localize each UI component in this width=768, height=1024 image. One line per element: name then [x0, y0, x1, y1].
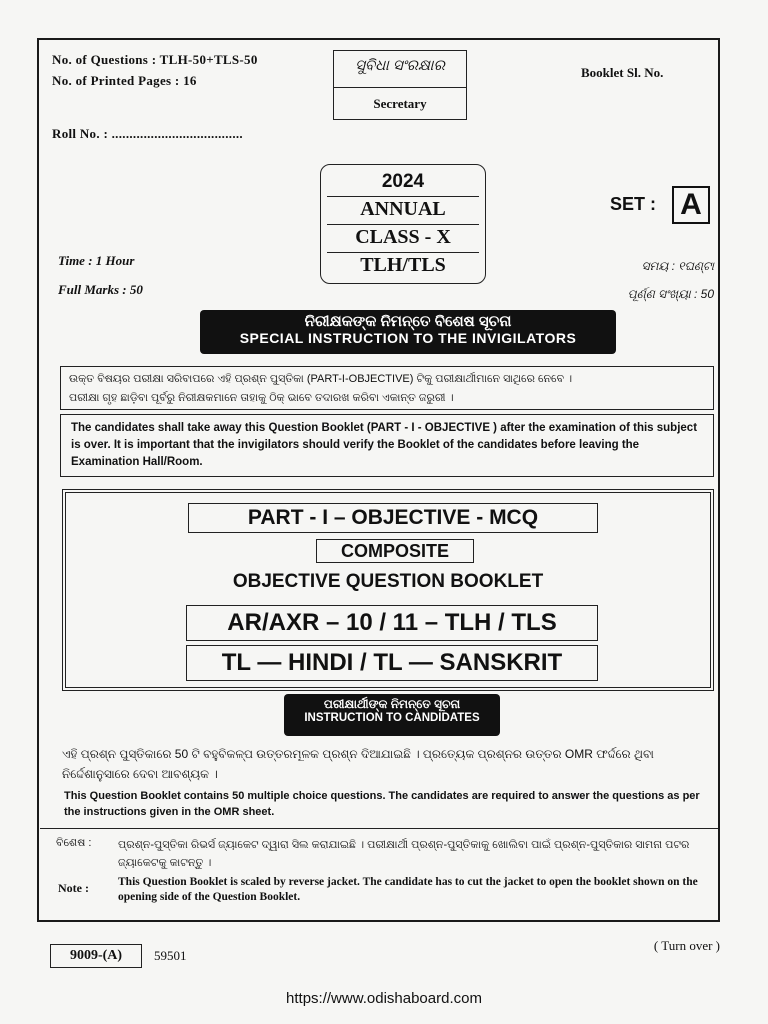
- booklet-part: PART - I – OBJECTIVE - MCQ: [188, 503, 598, 533]
- set-value: A: [672, 186, 710, 224]
- questions-count: No. of Questions : TLH-50+TLS-50: [52, 52, 258, 67]
- source-url: https://www.odishaboard.com: [286, 990, 482, 1007]
- paper-code: 9009-(A): [50, 944, 142, 968]
- booklet-language: TL — HINDI / TL — SANSKRIT: [186, 645, 598, 681]
- booklet-code: AR/AXR – 10 / 11 – TLH / TLS: [186, 605, 598, 641]
- invigilator-heading-en: SPECIAL INSTRUCTION TO THE INVIGILATORS: [239, 330, 577, 346]
- printed-pages: No. of Printed Pages : 16: [52, 73, 197, 88]
- exam-time-odia: ସମୟ : ୧ଘଣ୍ଟା: [641, 259, 714, 273]
- exam-year: 2024: [381, 171, 425, 192]
- full-marks: Full Marks : 50: [58, 282, 143, 297]
- invigilator-heading-odia: ନିରୀକ୍ଷକଙ୍କ ନିମନ୍ତେ ବିଶେଷ ସୂଚନା: [304, 313, 512, 330]
- stamp-label: Secretary: [373, 96, 427, 111]
- candidates-heading: [284, 694, 500, 736]
- set-label: SET :: [610, 194, 657, 214]
- booklet-composite: COMPOSITE: [316, 539, 474, 563]
- invigilator-en-text: The candidates shall take away this Question Booklet (PART - I - OBJECTIVE ) after the examination of this subject is over. It is important that the invigilators should verify the Booklet of the candidates before leaving the Examination Hall/Room.: [71, 422, 698, 468]
- full-marks-odia: ପୂର୍ଣ୍ଣ ସଂଖ୍ୟା : 50: [627, 287, 714, 301]
- exam-annual: ANNUAL: [360, 198, 446, 220]
- note-box: [40, 828, 718, 920]
- booklet-objective: OBJECTIVE QUESTION BOOKLET: [232, 571, 544, 592]
- exam-title-box: [320, 164, 486, 284]
- note-label-en: Note :: [58, 881, 89, 895]
- note-label-odia: ବିଶେଷ :: [56, 837, 92, 849]
- invigilator-odia-box: [60, 366, 714, 410]
- secretary-stamp: [333, 50, 467, 120]
- note-odia-text: ପ୍ରଶ୍ନ-ପୁସ୍ତିକା ରିଭର୍ସ ଜ୍ୟାକେଟ ଦ୍ୱାରା ସିଲ କରାଯାଇଛି । ପରୀକ୍ଷାର୍ଥୀ ପ୍ରଶ୍ନ-ପୁସ୍ତିକାକୁ ଖୋଲିବା ପାଇଁ ପ୍ରଶ୍ନ-ପୁସ୍ତିକାର ସାମନା ପଟର ଜ୍ୟାକେଟକୁ କାଟନ୍ତୁ ।: [118, 839, 690, 869]
- candidates-heading-en: INSTRUCTION TO CANDIDATES: [304, 712, 480, 724]
- invigilator-odia-line2: ପରୀକ୍ଷା ଗୃହ ଛାଡ଼ିବା ପୂର୍ବରୁ ନିରୀକ୍ଷକମାନେ ତାହାକୁ ଠିକ୍ ଭାବେ ତଦାରଖ କରିବା ଏକାନ୍ତ ଜରୁରୀ ।: [69, 392, 454, 404]
- candidates-heading-odia: ପରୀକ୍ଷାର୍ଥୀଙ୍କ ନିମନ୍ତେ ସୂଚନା: [323, 697, 461, 711]
- candidates-en-text: This Question Booklet contains 50 multiple choice questions. The candidates are required to answer the questions as per the instructions given in the OMR sheet.: [64, 790, 700, 818]
- invigilator-heading: [200, 310, 616, 354]
- note-en-text: This Question Booklet is scaled by reverse jacket. The candidate has to cut the jacket to open the booklet shown on the opening side of the Question Booklet.: [118, 876, 698, 903]
- exam-class: CLASS - X: [355, 226, 451, 248]
- turn-over: ( Turn over ): [653, 938, 720, 953]
- exam-subject: TLH/TLS: [360, 254, 446, 276]
- candidates-odia-text: ଏହି ପ୍ରଶ୍ନ ପୁସ୍ତିକାରେ 50 ଟି ବହୁବିକଳ୍ପ ଉତ୍ତରମୂଳକ ପ୍ରଶ୍ନ ଦିଆଯାଇଛି । ପ୍ରତ୍ୟେକ ପ୍ରଶ୍ନର ଉତ୍ତର OMR ଫର୍ଦ୍ଦରେ ଥିବା ନିର୍ଦ୍ଦେଶାନୁସାରେ ଦେବା ଆବଶ୍ୟକ ।: [62, 747, 654, 781]
- invigilator-odia-line1: ଉକ୍ତ ବିଷୟର ପରୀକ୍ଷା ସରିବାପରେ ଏହି ପ୍ରଶ୍ନ ପୁସ୍ତିକା (PART-I-OBJECTIVE) ଟିକୁ ପରୀକ୍ଷାର୍ଥୀମାନେ ସାଥିରେ ନେବେ ।: [69, 373, 573, 385]
- paper-number: 59501: [154, 948, 187, 963]
- invigilator-en-box: [60, 414, 714, 477]
- exam-time: Time : 1 Hour: [58, 253, 135, 268]
- stamp-signature: ସୁବିଧା ସଂରକ୍ଷାର: [355, 57, 445, 74]
- booklet-serial: Booklet Sl. No.: [581, 65, 664, 80]
- booklet-box: [62, 489, 714, 691]
- roll-number: Roll No. : .....................................: [52, 126, 243, 141]
